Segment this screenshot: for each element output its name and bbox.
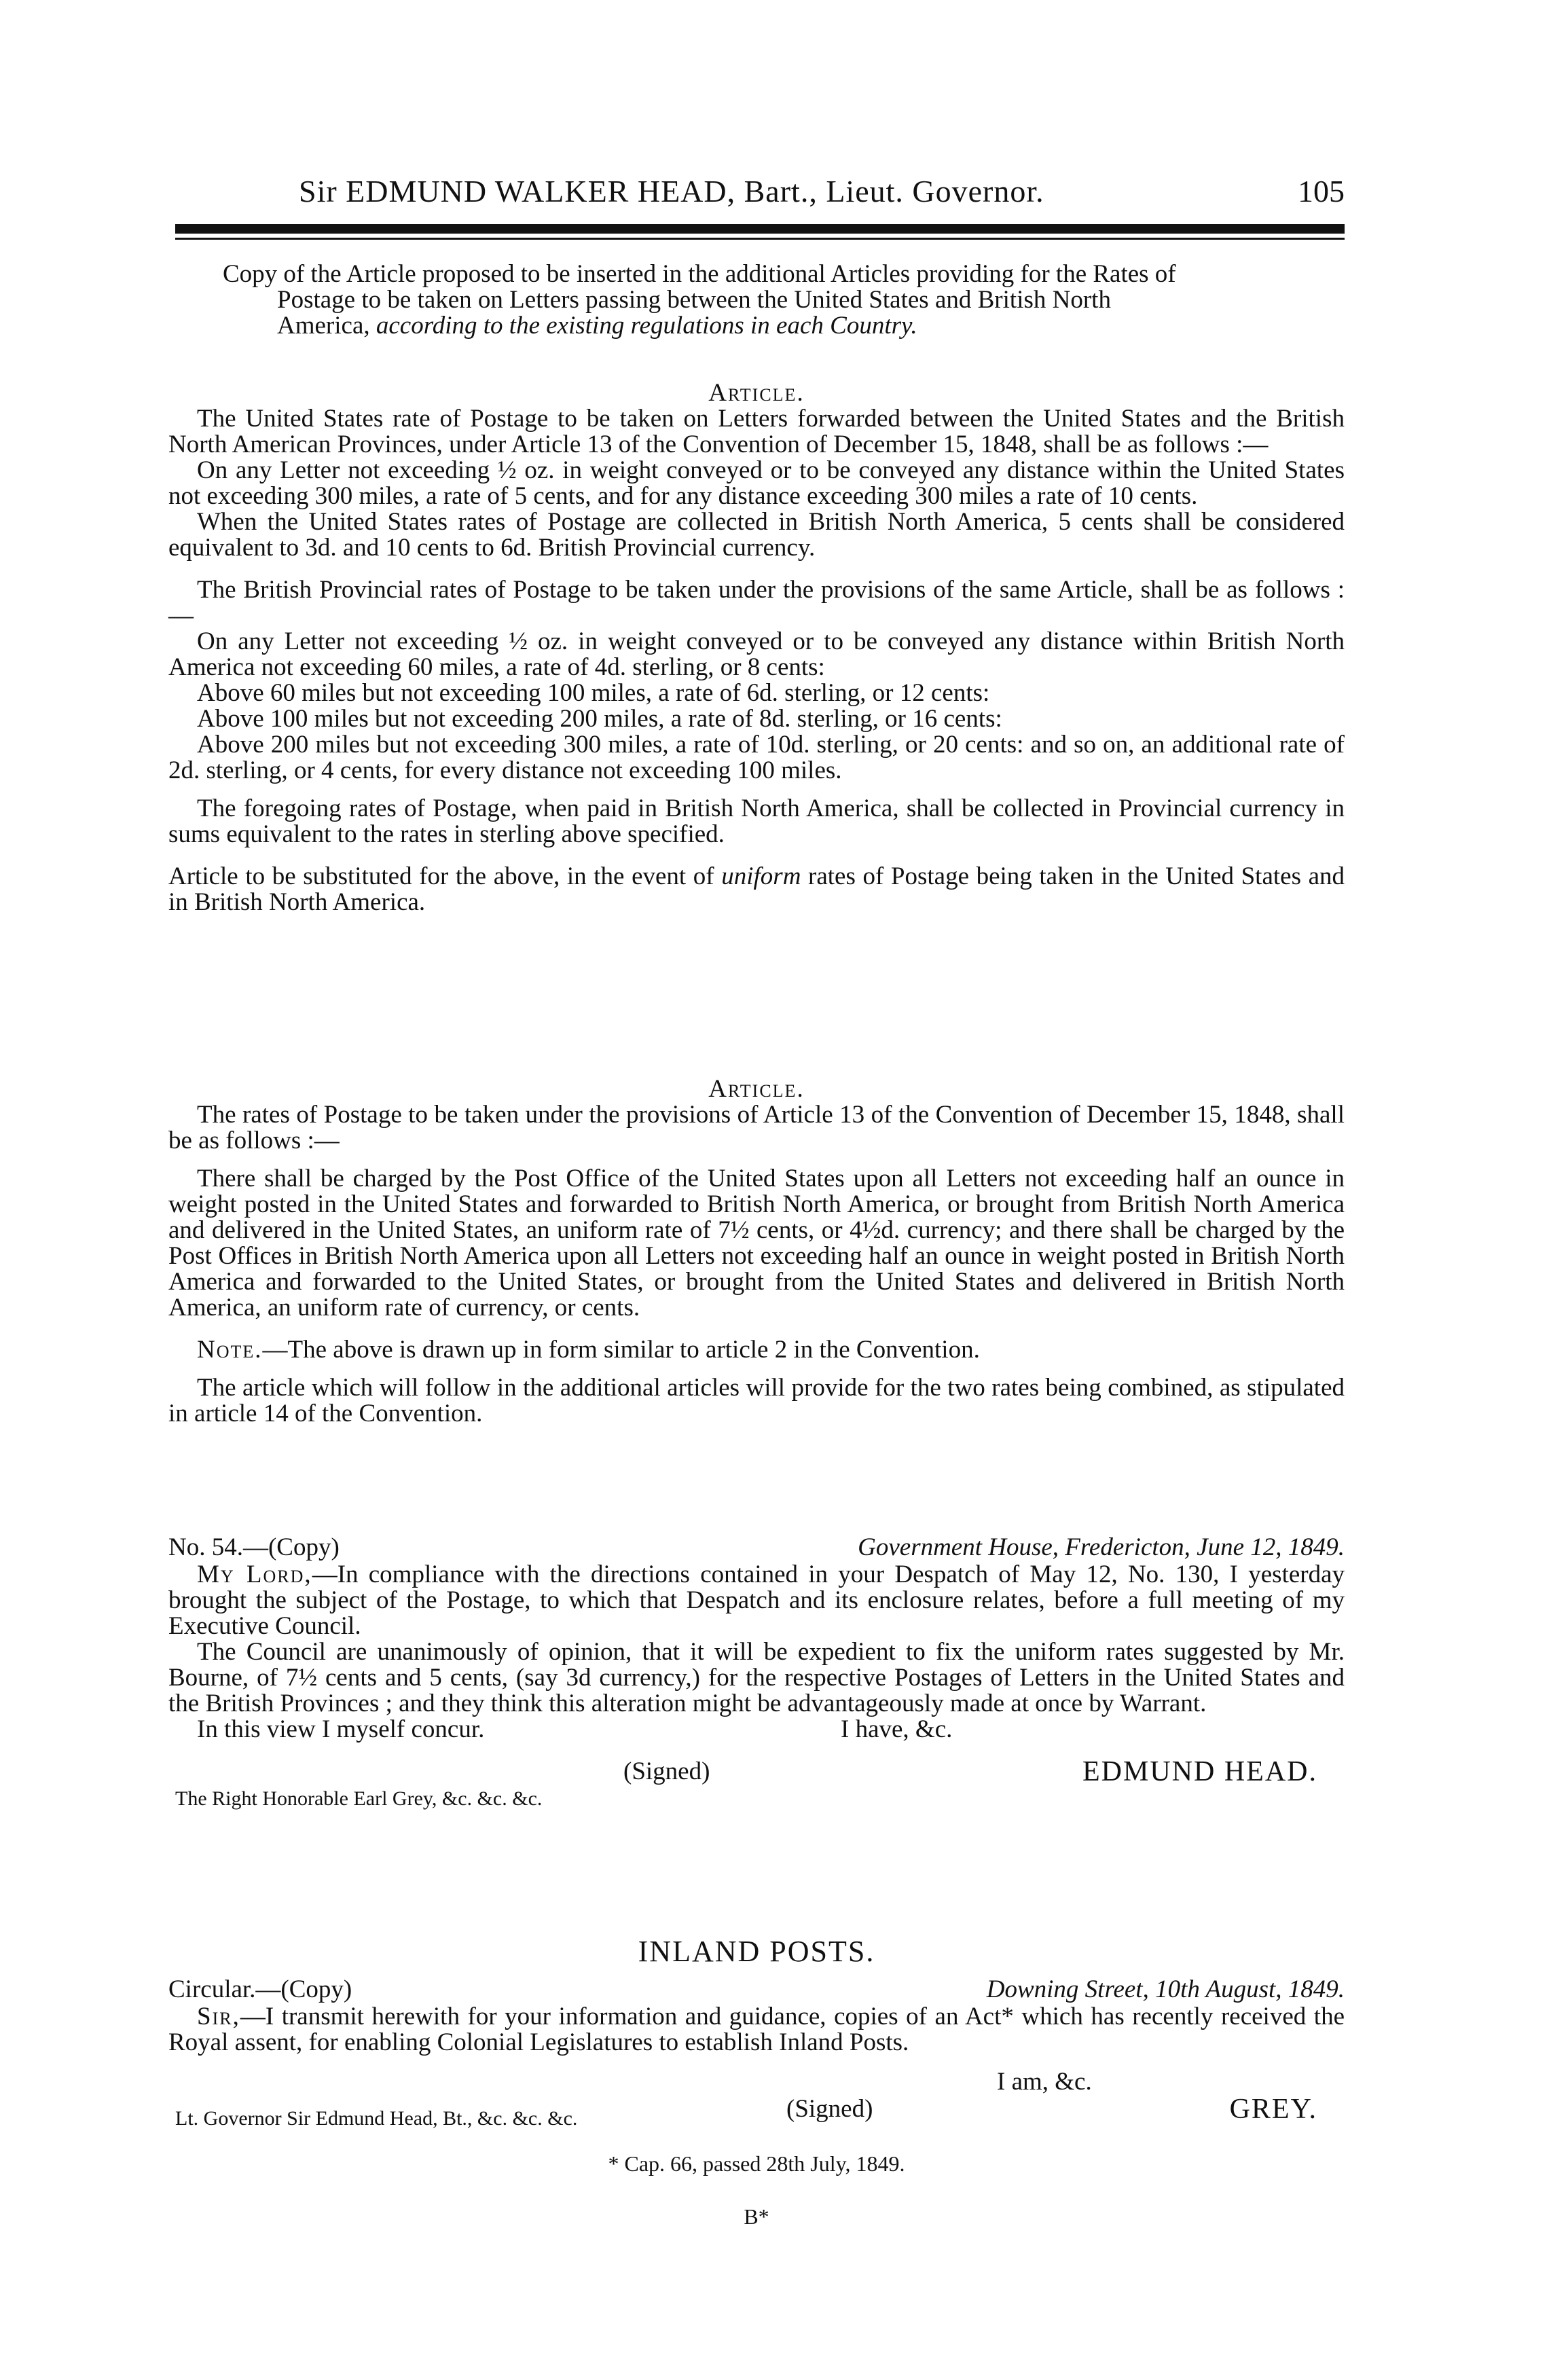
article-two-note: Note.—The above is drawn up in form similar to article 2 in the Convention. xyxy=(197,1336,980,1364)
article-two-para-2: There shall be charged by the Post Office of the United States upon all Letters not exceeding half an ounce in weight posted in the United States and forwarded to British North America, or brought from British North America and delivered in the United States, an uniform rate of 7½ cents, or 4½d. currency; and there shall be charged by the Post Offices in British North America upon all Letters not exceeding half an ounce in weight posted in British North America and forwarded to the United States, or brought from the United States and delivered in British North America, an uniform rate of currency, or cents. xyxy=(168,1165,1345,1321)
despatch-54-addressee: The Right Honorable Earl Grey, &c. &c. &c. xyxy=(175,1787,543,1810)
article-two-para-1: The rates of Postage to be taken under the provisions of Article 13 of the Convention of December 15, 1848, shall be as follows :— xyxy=(168,1101,1345,1154)
article-one-para-2: On any Letter not exceeding ½ oz. in weight conveyed or to be conveyed any distance within the United States not exceeding 300 miles, a rate of 5 cents, and for any distance exceeding 300 miles a rate of 10 cents. xyxy=(168,456,1345,510)
article-one-para-5: On any Letter not exceeding ½ oz. in weight conveyed or to be conveyed any distance within British North America not exceeding 60 miles, a rate of 4d. sterling, or 8 cents: xyxy=(168,627,1345,681)
page-number: 105 xyxy=(1298,174,1345,208)
despatch-54-place-date: Government House, Fredericton, June 12, 1849. xyxy=(858,1533,1345,1561)
despatch-54-closing-row xyxy=(168,1717,1345,1744)
article-one-para-6: Above 60 miles but not exceeding 100 miles, a rate of 6d. sterling, or 12 cents: xyxy=(197,679,990,707)
inland-posts xyxy=(168,1935,1345,2229)
despatch-54-signed: (Signed) xyxy=(623,1757,710,1785)
inland-addressee: Lt. Governor Sir Edmund Head, Bt., &c. &c. &c. xyxy=(175,2107,578,2130)
copy-heading xyxy=(168,261,1345,339)
inland-body: Sir,—I transmit herewith for your information and guidance, copies of an Act* which has recently received the Royal assent, for enabling Colonial Legislatures to establish Inland Posts. xyxy=(168,2003,1345,2056)
inland-circular: Circular.—(Copy) xyxy=(168,1975,352,2003)
header-rule-thin xyxy=(175,238,1345,240)
header-rule-thick xyxy=(175,224,1345,234)
article-one-para-1: The United States rate of Postage to be taken on Letters forwarded between the United States and the British North American Provinces, under Article 13 of the Convention of December 15, 1848, shall be as follows :— xyxy=(168,405,1345,458)
copy-heading-line2: Postage to be taken on Letters passing between the United States and British North xyxy=(277,286,1111,314)
inland-header-row xyxy=(168,1977,1345,2004)
inland-closing: I am, &c. xyxy=(997,2068,1092,2096)
despatch-54-number: No. 54.—(Copy) xyxy=(168,1533,340,1561)
header-title: Sir EDMUND WALKER HEAD, Bart., Lieut. Governor. xyxy=(299,174,1044,208)
despatch-54-addressee-row xyxy=(168,1786,1345,1813)
running-header xyxy=(299,173,1345,221)
despatch-54-signature-row xyxy=(168,1756,1345,1787)
despatch-54 xyxy=(168,1535,1345,1813)
substitute-heading: Article to be substituted for the above, in the event of uniform rates of Postage being taken in the United States and in British North America. xyxy=(168,862,1345,916)
article-one-heading: Article. xyxy=(708,379,805,407)
article-one-para-9: The foregoing rates of Postage, when paid in British North America, shall be collected in Provincial currency in sums equivalent to the rates in sterling above specified. xyxy=(168,795,1345,848)
copy-heading-line1: Copy of the Article proposed to be inserted in the additional Articles providing for the Rates of xyxy=(223,260,1176,288)
copy-heading-line3: America, according to the existing regulations in each Country. xyxy=(277,312,917,340)
inland-closing-row xyxy=(168,2069,1345,2096)
inland-footnote: * Cap. 66, passed 28th July, 1849. xyxy=(608,2151,905,2176)
article-two-heading: Article. xyxy=(708,1075,805,1103)
article-one-para-8: Above 200 miles but not exceeding 300 miles, a rate of 10d. sterling, or 20 cents: and so on, an additional rate of 2d. sterling, or 4 cents, for every distance not exceeding 100 miles. xyxy=(168,731,1345,784)
inland-signer: GREY. xyxy=(1229,2094,1317,2125)
article-one-para-7: Above 100 miles but not exceeding 200 miles, a rate of 8d. sterling, or 16 cents: xyxy=(197,705,1002,733)
article-two xyxy=(168,1076,1345,1427)
despatch-54-para-1: My Lord,—In compliance with the directions contained in your Despatch of May 12, No. 130, I yesterday brought the subject of the Postage, to which that Despatch and its enclosure relates, before a full meeting of my Executive Council. xyxy=(168,1561,1345,1640)
inland-posts-heading: INLAND POSTS. xyxy=(638,1935,875,1968)
despatch-54-closing: I have, &c. xyxy=(841,1715,953,1743)
despatch-54-header-row xyxy=(168,1535,1345,1562)
article-one-para-3: When the United States rates of Postage are collected in British North America, 5 cents shall be considered equivalent to 3d. and 10 cents to 6d. British Provincial currency. xyxy=(168,508,1345,562)
inland-signature-row xyxy=(168,2094,1345,2130)
article-two-para-3: The article which will follow in the additional articles will provide for the two rates being combined, as stipulated in article 14 of the Convention. xyxy=(168,1374,1345,1427)
article-one xyxy=(168,380,1345,915)
inland-signed: (Signed) xyxy=(786,2095,873,2123)
article-one-para-4: The British Provincial rates of Postage to be taken under the provisions of the same Article, shall be as follows :— xyxy=(168,576,1345,630)
despatch-54-concur: In this view I myself concur. xyxy=(197,1715,485,1743)
signature-mark: B* xyxy=(744,2204,769,2229)
despatch-54-signer: EDMUND HEAD. xyxy=(1082,1756,1317,1787)
inland-place-date: Downing Street, 10th August, 1849. xyxy=(986,1975,1345,2003)
despatch-54-para-2: The Council are unanimously of opinion, that it will be expedient to fix the uniform rates suggested by Mr. Bourne, of 7½ cents and 5 cents, (say 3d currency,) for the respective Postages of Letters in the United States and the British Provinces ; and they think this alteration might be advantageously made at once by Warrant. xyxy=(168,1638,1345,1717)
